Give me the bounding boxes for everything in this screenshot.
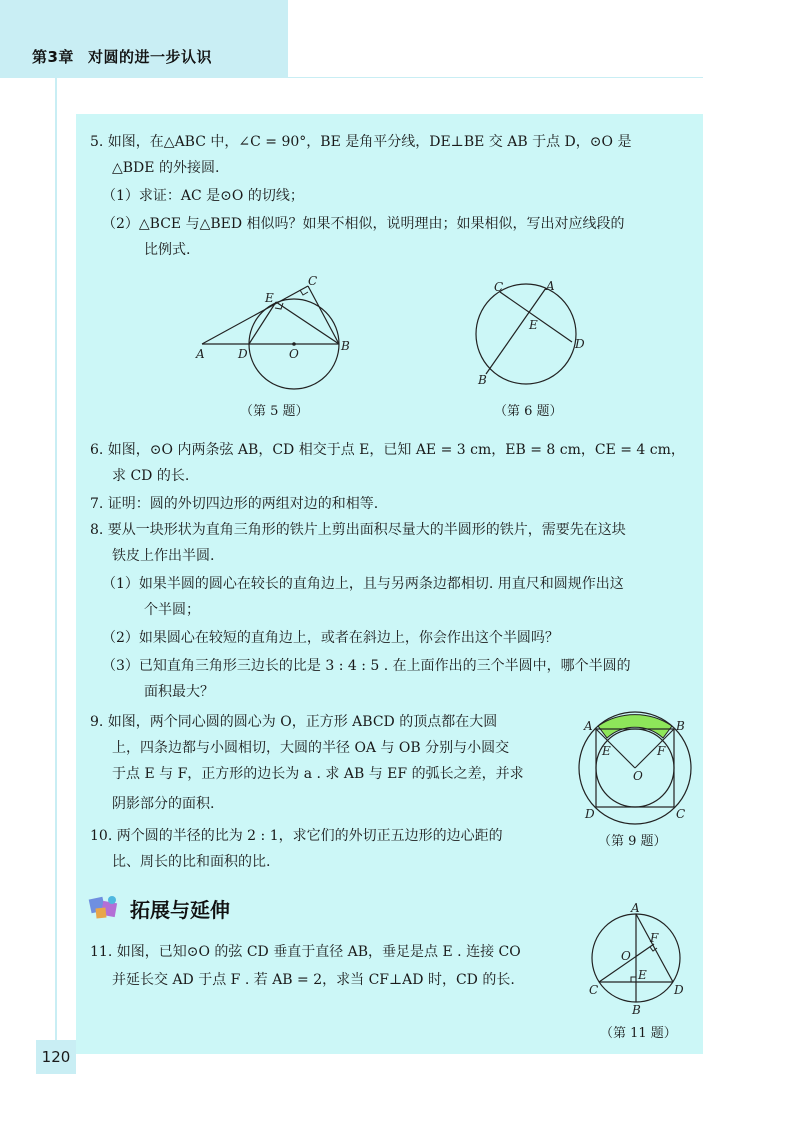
problem-9-line-4: 阴影部分的面积. xyxy=(112,796,215,812)
problem-8-sub-1b: 个半圆； xyxy=(144,602,200,618)
problem-5-sub-2a: （2）△BCE 与△BED 相似吗？如果不相似，说明理由；如果相似，写出对应线段的 xyxy=(102,216,625,232)
chapter-name: 对圆的进一步认识 xyxy=(87,48,212,66)
section-title: 拓展与延伸 xyxy=(130,898,230,922)
section-puzzle-icon xyxy=(88,892,122,922)
fig9-label-o: O xyxy=(633,769,643,783)
header-rule xyxy=(288,77,703,78)
problem-8-sub-1a: （1）如果半圆的圆心在较长的直角边上，且与另两条边都相切. 用直尺和圆规作出这 xyxy=(102,576,624,592)
problem-10-line-1: 10. 两个圆的半径的比为 2 : 1，求它们的外切正五边形的边心距的 xyxy=(90,828,503,844)
fig5-label-o: O xyxy=(289,347,299,361)
figure-5 xyxy=(190,272,360,392)
fig5-label-b: B xyxy=(341,339,350,353)
fig9-label-c: C xyxy=(676,807,686,821)
problem-8-sub-3a: （3）已知直角三角形三边长的比是 3 : 4 : 5 . 在上面作出的三个半圆中，哪个半圆的 xyxy=(102,658,631,674)
problem-6-line-1: 6. 如图，⊙O 内两条弦 AB，CD 相交于点 E，已知 AE = 3 cm，EB = 8 cm，CE = 4 cm， xyxy=(90,442,685,458)
chapter-number: 第3章 xyxy=(32,48,74,66)
chapter-title xyxy=(32,46,212,67)
figure-6 xyxy=(468,276,598,392)
problem-7-line-1: 7. 证明：圆的外切四边形的两组对边的和相等. xyxy=(90,496,379,512)
fig6-label-c: C xyxy=(494,280,504,294)
fig11-label-a: A xyxy=(631,902,640,915)
fig11-label-c: C xyxy=(589,983,599,997)
fig5-label-e: E xyxy=(265,291,274,305)
fig11-label-b: B xyxy=(632,1003,641,1017)
fig11-label-d: D xyxy=(674,983,684,997)
problem-8-line-1: 8. 要从一块形状为直角三角形的铁片上剪出面积尽量大的半圆形的铁片，需要先在这块 xyxy=(90,522,626,538)
problem-5-line-2: △BDE 的外接圆. xyxy=(112,160,220,176)
problem-11-line-1: 11. 如图，已知⊙O 的弦 CD 垂直于直径 AB，垂足是点 E . 连接 CO xyxy=(90,944,521,960)
fig11-label-e: E xyxy=(638,968,647,982)
problem-5-sub-2b: 比例式. xyxy=(144,242,191,258)
fig6-label-e: E xyxy=(529,318,538,332)
fig5-label-d: D xyxy=(238,347,248,361)
fig5-label-a: A xyxy=(196,347,205,361)
figure-9-caption: （第 9 题） xyxy=(598,834,667,849)
problem-6-line-2: 求 CD 的长. xyxy=(112,468,190,484)
problem-8-line-2: 铁皮上作出半圆. xyxy=(112,548,215,564)
problem-8-sub-3b: 面积最大？ xyxy=(144,684,214,700)
figure-11 xyxy=(584,902,694,1018)
chapter-header xyxy=(0,0,288,78)
fig11-label-o: O xyxy=(621,949,631,963)
fig9-label-d: D xyxy=(585,807,595,821)
figure-6-caption: （第 6 题） xyxy=(494,404,563,419)
page-number: 120 xyxy=(36,1040,76,1074)
fig6-label-b: B xyxy=(478,373,487,387)
fig6-label-d: D xyxy=(575,337,585,351)
problem-10-line-2: 比、周长的比和面积的比. xyxy=(112,854,271,870)
problem-11-line-2: 并延长交 AD 于点 F . 若 AB = 2，求当 CF⊥AD 时，CD 的长. xyxy=(112,972,515,988)
figure-5-caption: （第 5 题） xyxy=(240,404,309,419)
figure-9 xyxy=(572,710,702,826)
problem-9-line-3: 于点 E 与 F，正方形的边长为 a . 求 AB 与 EF 的弧长之差，并求 xyxy=(112,766,524,782)
margin-rule xyxy=(55,78,57,1040)
problem-5-line-1: 5. 如图，在△ABC 中，∠C = 90°，BE 是角平分线，DE⊥BE 交 AB 于点 D，⊙O 是 xyxy=(90,134,632,150)
fig11-label-f: F xyxy=(650,931,659,945)
fig9-label-a: A xyxy=(584,719,593,733)
fig9-label-f: F xyxy=(657,744,666,758)
problem-5-sub-1: （1）求证：AC 是⊙O 的切线； xyxy=(102,188,304,204)
fig9-label-e: E xyxy=(602,744,611,758)
figure-11-caption: （第 11 题） xyxy=(600,1026,677,1041)
problem-9-line-1: 9. 如图，两个同心圆的圆心为 O，正方形 ABCD 的顶点都在大圆 xyxy=(90,714,498,730)
fig6-label-a: A xyxy=(546,279,555,293)
fig9-label-b: B xyxy=(676,719,685,733)
problem-8-sub-2: （2）如果圆心在较短的直角边上，或者在斜边上，你会作出这个半圆吗？ xyxy=(102,630,559,646)
fig5-label-c: C xyxy=(308,274,318,288)
problem-9-line-2: 上，四条边都与小圆相切，大圆的半径 OA 与 OB 分别与小圆交 xyxy=(112,740,510,756)
